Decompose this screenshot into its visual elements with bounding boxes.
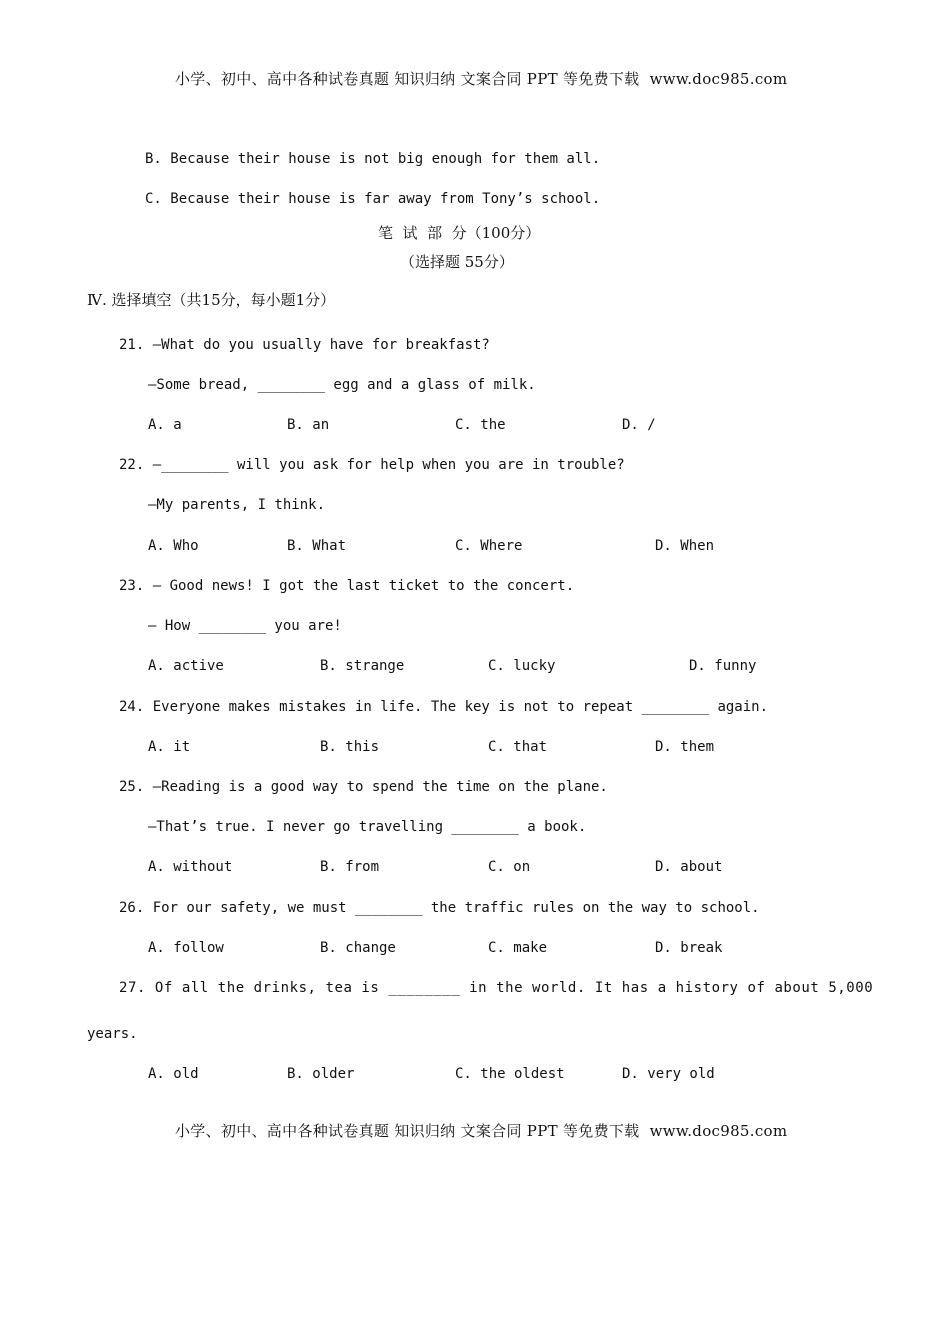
previous-option-c: C. Because their house is far away from Tony’s school. — [145, 191, 601, 207]
option-27-b: B. older — [287, 1066, 355, 1082]
option-22-d: D. When — [655, 538, 715, 554]
option-22-b: B. What — [287, 538, 347, 554]
option-21-a: A. a — [148, 417, 182, 433]
option-23-c: C. lucky — [488, 658, 556, 674]
question-25-stem: 25. —Reading is a good way to spend the time on the plane. — [119, 779, 608, 795]
option-25-b: B. from — [320, 859, 380, 875]
option-27-a: A. old — [148, 1066, 199, 1082]
question-22-stem: 22. —________ will you ask for help when you are in trouble? — [119, 457, 625, 473]
previous-option-b: B. Because their house is not big enough for them all. — [145, 151, 601, 167]
option-26-b: B. change — [320, 940, 396, 956]
section-subtitle: （选择题 55分） — [400, 253, 514, 271]
question-21-stem: 21. —What do you usually have for breakfast? — [119, 337, 490, 353]
question-23-line: — How ________ you are! — [148, 618, 342, 634]
option-24-b: B. this — [320, 739, 380, 755]
option-24-c: C. that — [488, 739, 548, 755]
option-23-a: A. active — [148, 658, 224, 674]
option-25-d: D. about — [655, 859, 723, 875]
question-25-line: —That’s true. I never go travelling ________ a book. — [148, 819, 587, 835]
option-27-c: C. the oldest — [455, 1066, 565, 1082]
option-22-c: C. Where — [455, 538, 523, 554]
option-26-c: C. make — [488, 940, 548, 956]
option-26-d: D. break — [655, 940, 723, 956]
page-footer-watermark: 小学、初中、高中各种试卷真题 知识归纳 文案合同 PPT 等免费下载 www.doc985.com — [175, 1122, 788, 1140]
section-title: 笔 试 部 分（100分） — [378, 224, 541, 242]
option-24-d: D. them — [655, 739, 715, 755]
option-27-d: D. very old — [622, 1066, 715, 1082]
option-24-a: A. it — [148, 739, 191, 755]
question-22-line: —My parents, I think. — [148, 497, 326, 513]
option-22-a: A. Who — [148, 538, 199, 554]
page-header-watermark: 小学、初中、高中各种试卷真题 知识归纳 文案合同 PPT 等免费下载 www.doc985.com — [175, 70, 788, 88]
question-24-stem: 24. Everyone makes mistakes in life. The key is not to repeat ________ again. — [119, 699, 769, 715]
question-23-stem: 23. — Good news! I got the last ticket to the concert. — [119, 578, 575, 594]
option-23-d: D. funny — [689, 658, 757, 674]
option-21-b: B. an — [287, 417, 330, 433]
option-21-d: D. / — [622, 417, 656, 433]
question-27-line: years. — [87, 1026, 138, 1042]
option-25-c: C. on — [488, 859, 531, 875]
option-25-a: A. without — [148, 859, 233, 875]
option-21-c: C. the — [455, 417, 506, 433]
question-26-stem: 26. For our safety, we must ________ the traffic rules on the way to school. — [119, 900, 760, 916]
option-26-a: A. follow — [148, 940, 224, 956]
option-23-b: B. strange — [320, 658, 405, 674]
question-27-stem: 27. Of all the drinks, tea is ________ in the world. It has a history of about 5,000 — [119, 980, 874, 996]
question-21-line: —Some bread, ________ egg and a glass of milk. — [148, 377, 536, 393]
part-heading: Ⅳ. 选择填空（共15分，每小题1分） — [87, 291, 336, 309]
